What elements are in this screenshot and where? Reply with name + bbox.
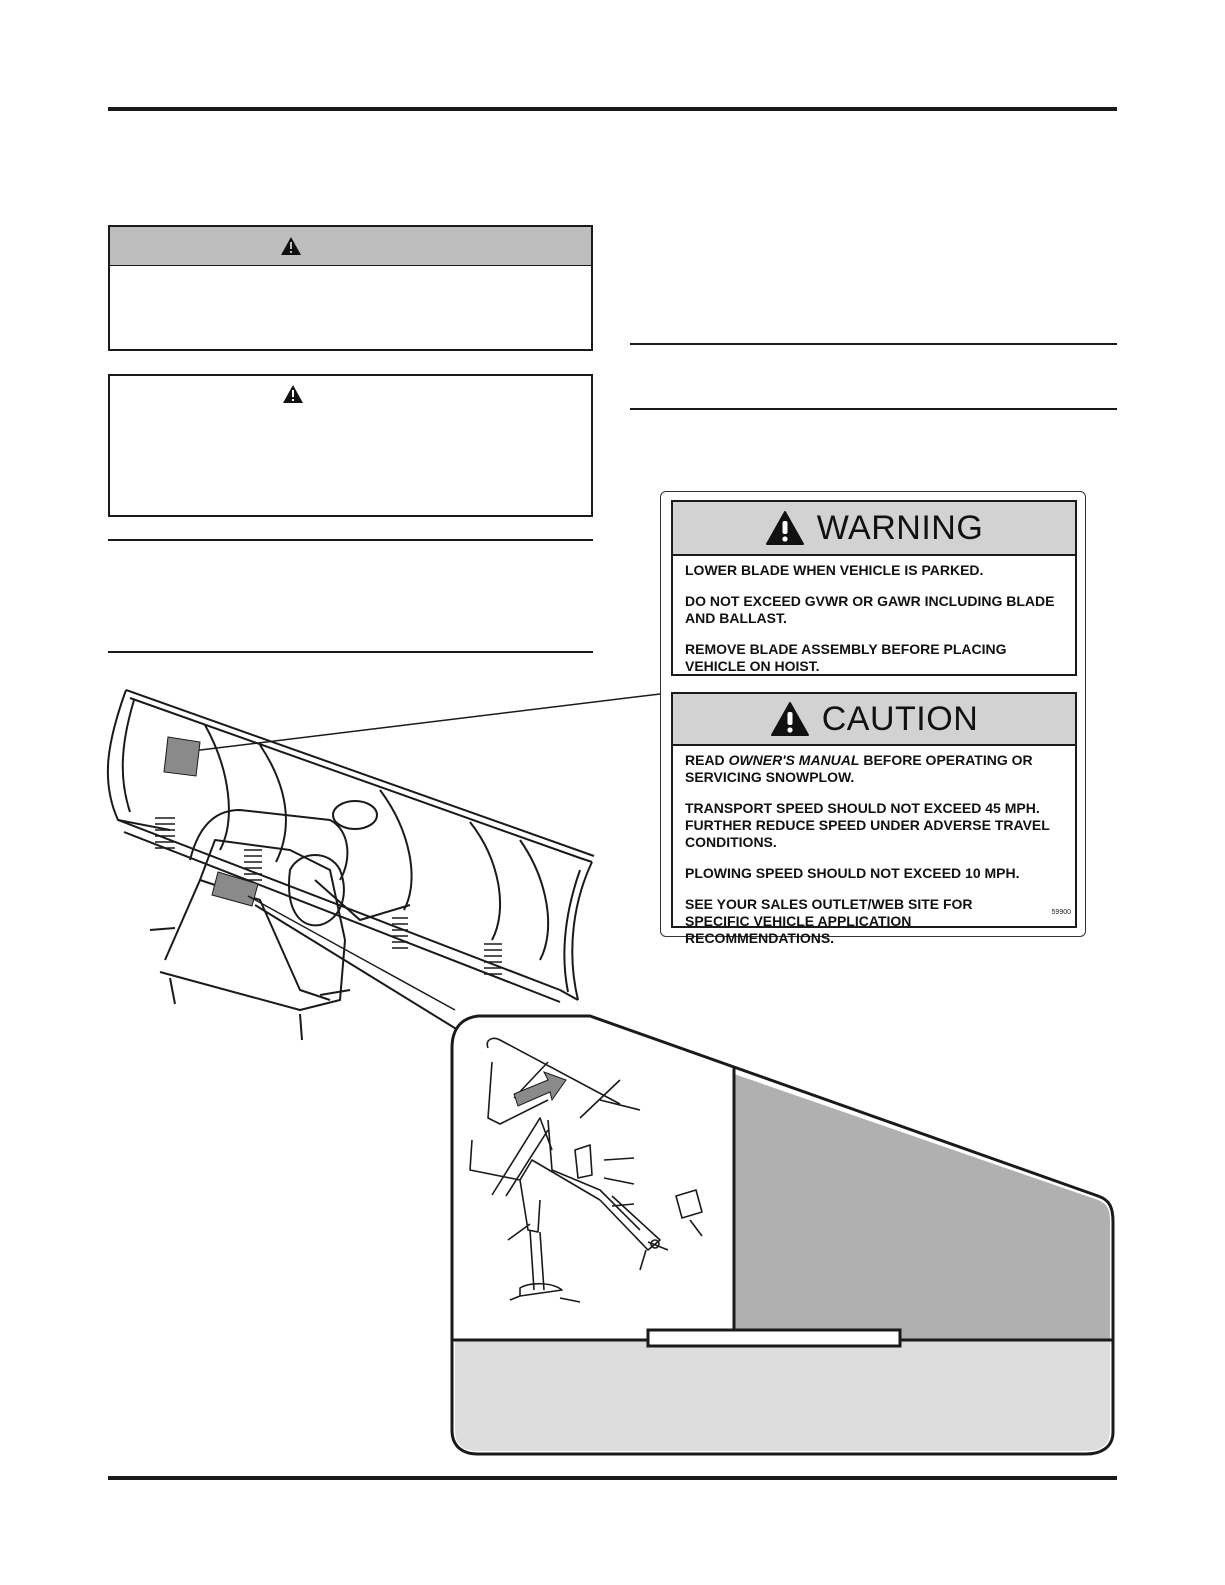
caution-title: CAUTION [821,699,979,738]
caution-line: TRANSPORT SPEED SHOULD NOT EXCEED 45 MPH. FURTHER REDUCE SPEED UNDER ADVERSE TRAVEL CONDITIONS. [685,800,1050,850]
decal-code: 59900 [1051,909,1071,916]
caution-read-prefix: READ [685,752,729,768]
safety-decal [660,491,1086,946]
warning-title: WARNING [816,508,984,547]
caution-line: PLOWING SPEED SHOULD NOT EXCEED 10 MPH. [685,865,1020,881]
alert-triangle-icon [770,701,810,737]
warning-panel-header [673,502,1075,556]
caution-read-suffix: BEFORE OPERATING OR SERVICING SNOWPLOW. [685,752,1033,785]
warning-line: LOWER BLADE WHEN VEHICLE IS PARKED. [685,562,984,578]
warning-line: REMOVE BLADE ASSEMBLY BEFORE PLACING VEHICLE ON HOIST. [685,641,1007,674]
alert-triangle-icon [765,510,805,546]
caution-panel-header [673,694,1075,746]
caution-read-emphasis: OWNER'S MANUAL [728,752,860,768]
warning-line: DO NOT EXCEED GVWR OR GAWR INCLUDING BLADE AND BALLAST. [685,593,1055,626]
warning-panel [671,500,1077,676]
caution-line: SEE YOUR SALES OUTLET/WEB SITE FOR SPECIFIC VEHICLE APPLICATION RECOMMENDATIONS. [685,896,973,946]
caution-panel [671,692,1077,946]
caution-line [685,752,1063,786]
